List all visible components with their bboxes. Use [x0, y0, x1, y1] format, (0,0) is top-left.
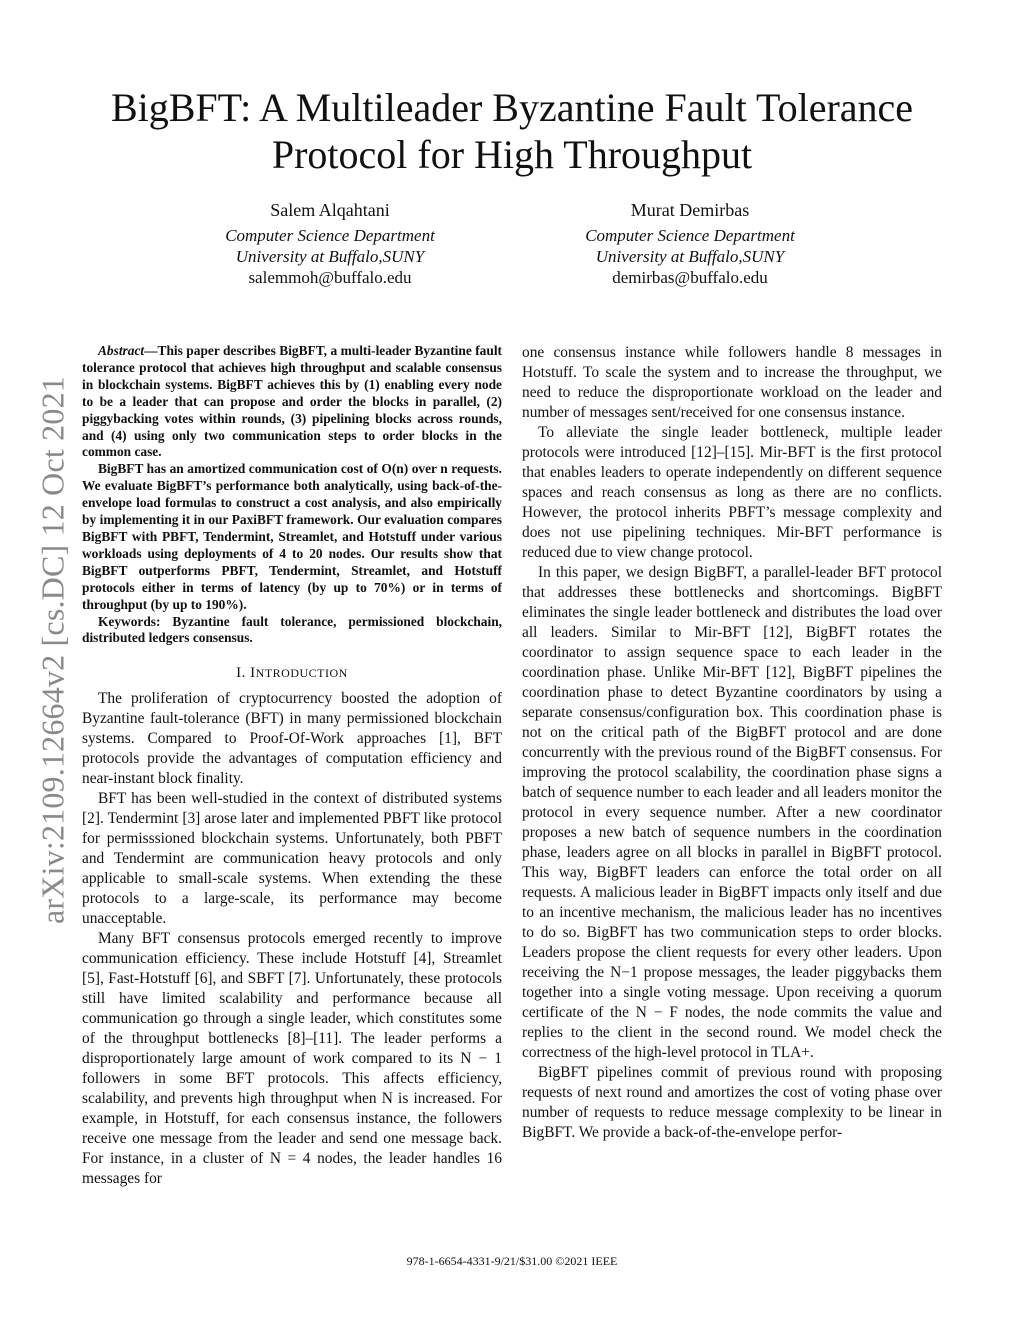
author-block-1	[160, 200, 500, 288]
intro-paragraph-5: In this paper, we design BigBFT, a parallel-leader BFT protocol that addresses these bottlenecks and shortcomings. BigBFT eliminates the single leader bottleneck and distributes the load over all leaders. Similar to Mir-BFT [12], BigBFT rotates the coordinator to assign sequence space to each leader in the coordination phase. Unlike Mir-BFT [12], BigBFT pipelines the coordination phase to detect Byzantine coordinators by using a separate consensus/configuration box. This coordination phase is not on the critical path of the BigBFT protocol and are done concurrently with the previous round of the BigBFT consensus. For improving the protocol scalability, the coordination phase signs a batch of sequence number to each leader and all leaders monitor the protocol in every sequence number. After a new coordinator proposes a new batch of sequence numbers in the coordination phase, leaders agree on all blocks in parallel in BigBFT protocol. This way, BigBFT leaders can enforce the total order on all requests. A malicious leader in BigBFT impacts only itself and due to an incentive mechanism, the malicious leader has no incentives to do so. BigBFT has two communication steps to order blocks. Leaders propose the client requests for every other leaders. Upon receiving the N−1 propose messages, the leader piggybacks them together into a single voting message. Upon receiving a quorum certificate of the N − F nodes, the node commits the value and replies to the client in the second round. We model check the correctness of the high-level protocol in TLA+.	[522, 564, 942, 1061]
abstract-paragraph-2: BigBFT has an amortized communication cost of O(n) over n requests. We evaluate BigBFT’s performance both analytically, using back-of-the-envelope load formulas to construct a cost analysis, and also empirically by implementing it in our PaxiBFT framework. Our evaluation compares BigBFT with PBFT, Tendermint, Streamlet, and Hotstuff under various workloads using deployments of 4 to 20 nodes. Our results show that BigBFT outperforms PBFT, Tendermint, Streamlet, and Hotstuff protocols either in terms of latency (by up to 70%) or in terms of throughput (by up to 190%).	[82, 461, 502, 612]
author-email[interactable]: demirbas@buffalo.edu	[612, 268, 768, 287]
arxiv-sidebar	[33, 350, 73, 950]
author-dept: Computer Science Department	[225, 226, 435, 245]
intro-paragraph-4: To alleviate the single leader bottleneck, multiple leader protocols were introduced [12]–[15]. Mir-BFT is the first protocol that enables leaders to operate independently on different sequence spaces and reach consensus as long as there are no conflicts. However, the protocol inherits PBFT’s message complexity and does not use pipelining techniques. Mir-BFT performance is reduced due to view change protocol.	[522, 424, 942, 561]
keywords: Keywords: Byzantine fault tolerance, permissioned blockchain, distributed ledgers consensus.	[82, 613, 502, 646]
right-column	[522, 343, 942, 1143]
intro-paragraph-2: BFT has been well-studied in the context of distributed systems [2]. Tendermint [3] arose later and implemented PBFT like protocol for permisssioned blockchain systems. Unfortunately, both PBFT and Tendermint are communication heavy protocols and only applicable to small-scale systems. When extending the these protocols to a large-scale, its performance may become unacceptable.	[82, 790, 502, 928]
section-number: I.	[236, 665, 251, 682]
intro-paragraph-1: The proliferation of cryptocurrency boosted the adoption of Byzantine fault-tolerance (BFT) in many permissioned blockchain systems. Compared to Proof-Of-Work approaches [1], BFT protocols provide the advantages of computation efficiency and near-instant block finality.	[82, 690, 502, 788]
intro-paragraph-3-cont: one consensus instance while followers handle 8 messages in Hotstuff. To scale the system and to increase the throughput, we need to reduce the disproportionate workload on the leader and number of messages sent/received for one consensus instance.	[522, 344, 942, 421]
arxiv-identifier: arXiv:2109.12664v2 [cs.DC] 12 Oct 2021	[34, 376, 71, 924]
abstract-paragraph-1	[82, 343, 502, 461]
title-line-2: Protocol for High Throughput	[271, 132, 753, 177]
title-line-1: BigBFT: A Multileader Byzantine Fault Tolerance	[110, 85, 914, 130]
intro-paragraph-3: Many BFT consensus protocols emerged recently to improve communication efficiency. These include Hotstuff [4], Streamlet [5], Fast-Hotstuff [6], and SBFT [7]. Unfortunately, these protocols still have limited scalability and performance because all communication go through a single leader, which constitutes some of the throughput bottlenecks [8]–[11]. The leader performs a disproportionately large amount of work compared to its N − 1 followers in some BFT protocols. This affects efficiency, scalability, and prevents high throughput when N is increased. For example, in Hotstuff, for each consensus instance, the followers receive one message from the leader and send one message back. For instance, in a cluster of N = 4 nodes, the leader handles 16 messages for	[82, 930, 502, 1188]
intro-paragraph-6: BigBFT pipelines commit of previous round with proposing requests of next round and amortizes the cost of voting phase over number of requests to reduce message complexity to be linear in BigBFT. We provide a back-of-the-envelope perfor-	[522, 1064, 942, 1141]
author-univ: University at Buffalo,SUNY	[595, 247, 785, 266]
author-email[interactable]: salemmoh@buffalo.edu	[248, 268, 412, 287]
left-column	[82, 343, 502, 1189]
author-block-2	[520, 200, 860, 288]
abstract-label: Abstract	[98, 343, 145, 358]
section-cap: I	[250, 665, 256, 682]
section-title-rest: NTRODUCTION	[255, 666, 348, 681]
abstract-text-1: —This paper describes BigBFT, a multi-leader Byzantine fault tolerance protocol that achieves high throughput and scalable consensus in blockchain systems. BigBFT achieves this by (1) enabling every node to be a leader that can propose and order the blocks in parallel, (2) piggybacking votes within rounds, (3) pipelining blocks across rounds, and (4) using only two communication steps to order blocks in the common case.	[82, 343, 502, 460]
author-name: Murat Demirbas	[630, 200, 750, 220]
author-name: Salem Alqahtani	[270, 200, 390, 220]
section-heading-introduction	[82, 663, 502, 683]
author-univ: University at Buffalo,SUNY	[235, 247, 425, 266]
copyright-footer: 978-1-6654-4331-9/21/$31.00 ©2021 IEEE	[406, 1254, 618, 1268]
author-dept: Computer Science Department	[585, 226, 795, 245]
paper-title	[60, 84, 964, 178]
